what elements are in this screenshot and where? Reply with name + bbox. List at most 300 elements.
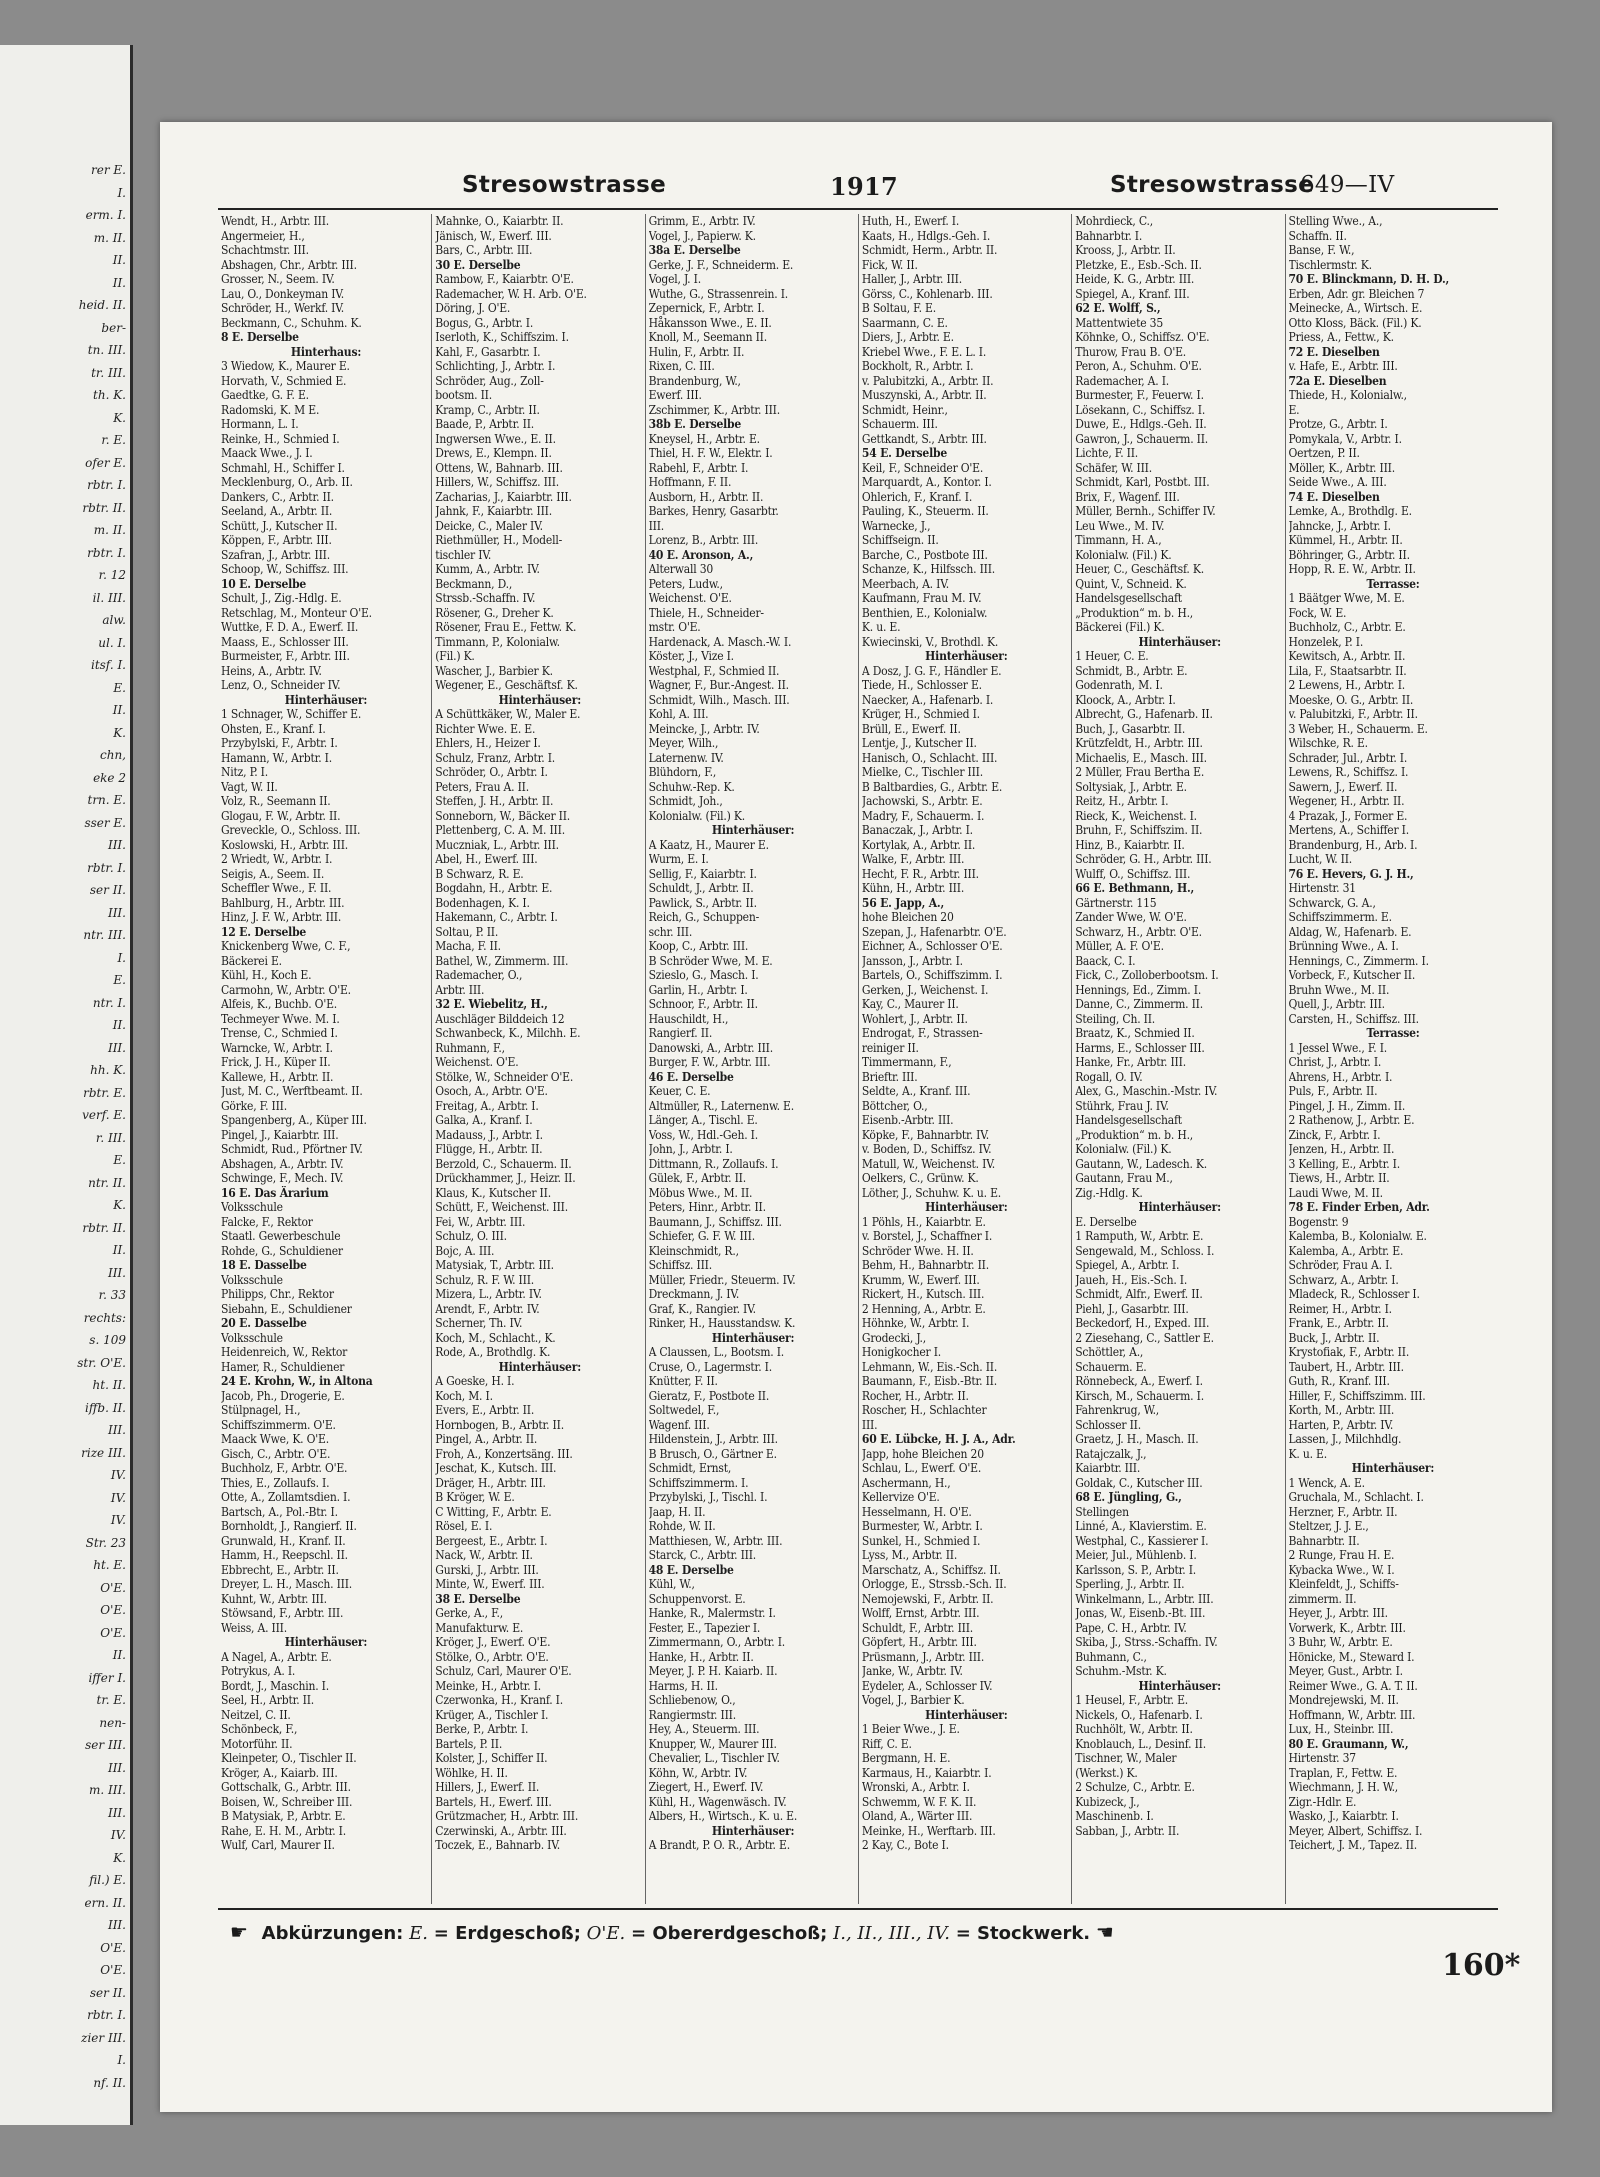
resident-entry: Kriebel Wwe., F. E. L. I. [861,344,987,359]
resident-entry: Baumann, J., Schiffsz. III. [648,1214,782,1229]
resident-entry: Jacob, Ph., Drogerie, E. [221,1388,345,1403]
resident-entry: 2 Ziesehang, C., Sattler E. [1075,1330,1214,1345]
resident-entry: Gisch, C., Arbtr. O'E. [221,1446,331,1461]
resident-entry: Meincke, J., Arbtr. IV. [648,721,760,736]
resident-entry: Jaap, H. II. [648,1504,706,1519]
resident-entry: Knütter, F. II. [648,1374,718,1388]
resident-entry: Kellervize O'E. [861,1490,940,1504]
resident-entry: E. Derselbe [1075,1214,1137,1229]
resident-entry: Oertzen, P. II. [1288,446,1360,460]
resident-entry: Matull, W., Weichenst. IV. [861,1156,995,1171]
resident-entry: Sperling, J., Arbtr. II. [1075,1577,1185,1591]
resident-entry: Schmidt, Ernst, [648,1461,732,1475]
resident-entry: Hamann, W., Arbtr. I. [221,750,332,765]
resident-entry: Stölke, W., Schneider O'E. [435,1069,574,1084]
resident-entry: Westphal, F., Schmied II. [648,663,780,678]
resident-entry: Bogus, G., Arbtr. I. [435,315,534,330]
resident-entry: Evers, E., Arbtr. II. [435,1403,535,1417]
resident-entry: Ruhmann, F., [435,1040,505,1055]
resident-entry: Zigr.-Hdlr. E. [1288,1794,1357,1809]
prev-page-fragment: ern. II. [84,1895,126,1910]
resident-entry: Kümmel, H., Arbtr. II. [1288,533,1403,547]
prev-page-fragment: str. O'E. [77,1355,126,1370]
resident-entry: 1 Bäätger Wwe, M. E. [1288,591,1405,605]
resident-entry: Gettkandt, S., Arbtr. III. [861,431,987,446]
resident-entry: Spiegel, A., Arbtr. I. [1075,1258,1180,1272]
resident-entry: Schauerm. E. [1075,1359,1147,1374]
resident-entry: Müller, A. F. O'E. [1075,939,1164,953]
resident-entry: B Schröder Wwe, M. E. [648,953,773,968]
resident-entry: Arendt, F., Arbtr. IV. [435,1301,540,1316]
resident-entry: Bartels, H., Ewerf. III. [435,1794,552,1809]
section-heading: Hinterhäuser: [925,649,1008,663]
resident-entry: Mondrejewski, M. II. [1288,1693,1399,1707]
resident-entry: Rieck, K., Weichenst. I. [1075,808,1197,823]
resident-entry: Böttcher, O., [861,1098,928,1113]
resident-entry: Soltau, P. II. [435,924,499,939]
resident-entry: Bäckerei E. [221,953,282,968]
resident-entry: Osoch, A., Arbtr. O'E. [435,1084,548,1098]
resident-entry: Starck, C., Arbtr. III. [648,1548,757,1562]
resident-entry: Teichert, J. M., Tapez. II. [1288,1838,1418,1852]
resident-entry: Potrykus, A. I. [221,1664,296,1678]
resident-entry: Rösener, G., Dreher K. [435,605,554,620]
resident-entry: Retschlag, M., Monteur O'E. [221,605,372,620]
resident-entry: 1 Heusel, F., Arbtr. E. [1075,1693,1188,1707]
resident-entry: Schaffn. II. [1288,228,1347,243]
resident-entry: Hulin, F., Arbtr. II. [648,344,745,359]
resident-entry: Hamm, H., Reepschl. II. [221,1548,348,1562]
prev-page-fragment: III. [107,905,126,920]
resident-entry: A Schüttkäker, W., Maler E. [435,707,581,721]
resident-entry: Möller, K., Arbtr. III. [1288,460,1395,475]
resident-entry: Richter Wwe. E. E. [435,721,536,736]
resident-entry: Rickert, H., Kutsch. III. [861,1287,985,1301]
resident-entry: Schröder, G. H., Arbtr. III. [1075,852,1212,866]
resident-entry: Kuhnt, W., Arbtr. III. [221,1591,327,1606]
prev-page-fragment: IV. [110,1513,126,1527]
section-heading: Hinterhäuser: [711,1823,795,1838]
resident-entry: Kühl, W., [648,1577,695,1591]
resident-entry: Lila, F., Staatsarbtr. II. [1288,663,1407,678]
resident-entry: Schult, J., Zig.-Hdlg. E. [221,591,342,605]
resident-entry: Eisenb.-Arbtr. III. [861,1113,954,1127]
resident-entry: Abshagen, Chr., Arbtr. III. [221,257,357,272]
resident-entry: B Soltau, F. E. [861,301,936,315]
resident-entry: Meyer, Albert, Schiffsz. I. [1288,1823,1423,1838]
resident-entry: Mecklenburg, O., Arb. II. [221,475,353,489]
resident-entry: Beckmann, C., Schuhm. K. [221,315,362,330]
prev-page-fragment: verf. E. [82,1108,126,1122]
resident-entry: Volksschule [221,1200,283,1214]
resident-entry: Lassen, J., Milchhdlg. [1288,1432,1402,1446]
resident-entry: Moeske, O. G., Arbtr. II. [1288,692,1414,707]
resident-entry: Gaedtke, G. F. E. [221,388,309,402]
resident-entry: Bruhn, F., Schiffszim. II. [1075,823,1203,837]
resident-entry: Bars, C., Arbtr. III. [435,243,533,257]
resident-entry: Handelsgesellschaft [1075,591,1182,605]
resident-entry: Wöhlke, H. II. [435,1765,508,1780]
resident-entry: Bogdahn, H., Arbtr. E. [435,881,553,895]
resident-entry: Hiller, F., Schiffszimm. III. [1288,1388,1426,1403]
resident-entry: Rönnebeck, A., Ewerf. I. [1075,1374,1203,1388]
resident-entry: Hormann, L. I. [221,417,299,431]
resident-entry: Fester, E., Tapezier I. [648,1620,761,1635]
resident-entry: Keuer, C. E. [648,1084,711,1098]
resident-entry: Klaus, K., Kutscher II. [435,1185,551,1200]
resident-entry: Bahnarbtr. I. [1075,228,1143,243]
resident-entry: Wolff, Ernst, Arbtr. III. [861,1606,980,1620]
resident-entry: Zinck, F., Arbtr. I. [1288,1127,1381,1142]
resident-entry: Czerwinski, A., Arbtr. III. [435,1823,567,1838]
prev-page-fragment: O'E. [100,1603,126,1617]
resident-entry: Ingwersen Wwe., E. II. [435,431,556,446]
resident-entry: Schuhw.-Rep. K. [648,779,735,794]
resident-entry: Schanze, K., Hilfssch. III. [861,562,996,576]
resident-entry: Thiel, H. F. W., Elektr. I. [648,446,773,460]
resident-entry: Linné, A., Klavierstim. E. [1075,1519,1207,1533]
resident-entry: Schmidt, Heinr., [861,402,948,417]
resident-entry: Görss, C., Kohlenarb. III. [861,286,993,301]
resident-entry: A Nagel, A., Arbtr. E. [221,1649,332,1664]
resident-entry: Steiling, Ch. II. [1075,1011,1156,1026]
section-heading: Hinterhäuser: [711,1330,795,1345]
resident-entry: Wagner, F., Bur.-Angest. II. [648,678,789,692]
resident-entry: Jansson, J., Arbtr. I. [861,953,963,968]
resident-entry: Blühdorn, F., [648,765,717,779]
resident-entry: Godenrath, M. I. [1075,678,1163,692]
resident-entry: Gärtnerstr. 115 [1075,895,1157,910]
resident-entry: Prüsmann, J., Arbtr. III. [861,1649,985,1664]
resident-entry: Möbus Wwe., M. II. [648,1185,753,1200]
resident-entry: Ebbrecht, E., Arbtr. II. [221,1562,339,1577]
resident-entry: Rademacher, W. H. Arb. O'E. [435,286,587,301]
resident-entry: Hillers, W., Schiffsz. III. [435,475,560,489]
resident-entry: Orlogge, E., Strssb.-Sch. II. [861,1577,1007,1591]
previous-page-edge [0,45,133,2125]
resident-entry: Kwiecinski, V., Brothdl. K. [861,634,999,649]
resident-entry: Jänisch, W., Ewerf. III. [435,228,552,243]
resident-entry: Sabban, J., Arbtr. II. [1075,1823,1180,1838]
legend-def-floors: = Stockwerk. [955,1923,1091,1944]
resident-entry: Huth, H., Ewerf. I. [861,214,960,228]
resident-entry: Knupper, W., Maurer III. [648,1736,777,1751]
resident-entry: Schiefer, G. F. W. III. [648,1229,755,1243]
resident-entry: Minte, W., Ewerf. III. [435,1577,545,1591]
resident-entry: Nack, W., Arbtr. II. [435,1548,533,1562]
prev-page-fragment: O'E. [100,1940,126,1955]
resident-entry: Graf, K., Rangier. IV. [648,1301,756,1316]
resident-entry: Laudi Wwe, M. II. [1288,1185,1383,1200]
resident-entry: Macha, F. II. [435,939,501,953]
resident-entry: Schuhm.-Mstr. K. [1075,1664,1167,1678]
resident-entry: Jeschat, K., Kutsch. III. [435,1461,557,1475]
resident-entry: Dreyer, L. H., Masch. III. [221,1577,353,1591]
resident-entry: „Produktion“ m. b. H., [1075,1127,1194,1142]
resident-entry: Greveckle, O., Schloss. III. [221,823,361,837]
resident-entry: Meerbach, A. IV. [861,576,949,591]
resident-entry: Jahnk, F., Kaiarbtr. III. [435,504,552,518]
prev-page-fragment: O'E. [100,1625,126,1640]
resident-entry: Warncke, W., Arbtr. I. [221,1040,333,1055]
resident-entry: Krumm, W., Ewerf. III. [861,1272,980,1287]
resident-entry: Gerke, A., F., [435,1606,504,1620]
resident-entry: Wuthe, G., Strassenrein. I. [648,286,789,301]
prev-page-fragment: O'E. [100,1963,126,1977]
resident-entry: Behm, H., Bahnarbtr. II. [861,1258,989,1272]
resident-entry: Bodenhagen, K. I. [435,895,530,910]
resident-entry: Ruchhölt, W., Arbtr. II. [1075,1722,1193,1736]
prev-page-fragment: II. [112,703,126,717]
resident-entry: Schmidt, Rud., Pförtner IV. [221,1142,363,1156]
resident-entry: Leu Wwe., M. IV. [1075,518,1165,533]
resident-entry: B Baltbardies, G., Arbtr. E. [861,779,1003,794]
resident-entry: Schäfer, W. III. [1075,460,1152,475]
section-heading: Hinterhäuser: [284,692,368,707]
resident-entry: Vorwerk, K., Arbtr. III. [1288,1620,1406,1635]
resident-entry: Protze, G., Arbtr. I. [1288,417,1388,431]
prev-page-fragment: K. [113,1198,126,1212]
resident-entry: Lemke, A., Brothdlg. E. [1288,504,1412,518]
resident-entry: 76 E. Hevers, G. J. H., [1288,866,1414,881]
resident-entry: Aldag, W., Hafenarb. E. [1288,924,1412,939]
resident-entry: Schiffseign. II. [861,533,939,547]
resident-entry: Krystofiak, F., Arbtr. II. [1288,1345,1410,1359]
resident-entry: Wegener, H., Arbtr. II. [1288,794,1405,808]
resident-entry: Altmüller, R., Laternenw. E. [648,1098,794,1113]
resident-entry: Stellingen [1075,1504,1129,1519]
resident-entry: Sellig, F., Kaiarbtr. I. [648,866,757,881]
resident-entry: Barkes, Henry, Gasarbtr. [648,504,779,518]
resident-entry: Alterwall 30 [648,562,714,576]
resident-entry: Fick, C., Zolloberbootsm. I. [1075,968,1219,982]
resident-entry: 1 Jessel Wwe., F. I. [1288,1040,1388,1055]
prev-page-fragment: IV. [110,1828,126,1842]
resident-entry: Schoop, W., Schiffsz. III. [221,562,349,576]
resident-entry: Scheffler Wwe., F. II. [221,881,332,895]
resident-entry: Schnoor, F., Arbtr. II. [648,997,758,1011]
resident-entry: C Witting, F., Arbtr. E. [435,1504,552,1519]
resident-entry: Benthien, E., Kolonialw. [861,605,988,620]
resident-entry: Kumm, A., Arbtr. IV. [435,562,540,576]
resident-entry: Weichenst. O'E. [435,1055,519,1069]
resident-entry: Bäckerei (Fil.) K. [1075,620,1165,634]
resident-entry: Michaelis, E., Masch. III. [1075,750,1207,765]
resident-entry: Frick, J. H., Küper II. [221,1055,331,1069]
prev-page-fragment: ht. II. [92,1378,126,1392]
resident-entry: Meinke, H., Werftarb. III. [861,1823,996,1838]
resident-entry: III. [648,518,665,533]
resident-entry: A Dosz, J. G. F., Händler E. [861,663,1002,678]
resident-entry: Koop, C., Arbtr. III. [648,939,749,953]
resident-entry: Seeland, A., Arbtr. II. [221,504,333,518]
resident-entry: Karmaus, H., Kaiarbtr. I. [861,1765,992,1780]
resident-entry: Hirtenstr. 37 [1288,1751,1356,1765]
resident-entry: 46 E. Derselbe [648,1069,734,1084]
resident-entry: Matthiesen, W., Arbtr. III. [648,1533,783,1548]
prev-page-fragment: r. III. [95,1130,126,1145]
resident-entry: Schröder, H., Werkf. IV. [221,301,344,315]
resident-entry: Erben, Adr. gr. Bleichen 7 [1288,286,1425,301]
resident-entry: Hoffmann, F. II. [648,475,732,489]
resident-entry: Hennings, C., Zimmerm. I. [1288,953,1429,968]
resident-entry: Hönicke, M., Steward I. [1288,1649,1415,1664]
year: 1917 [830,172,898,201]
resident-entry: 3 Kelling, E., Arbtr. I. [1288,1156,1400,1171]
resident-entry: Gurski, J., Arbtr. III. [435,1562,539,1577]
resident-entry: Szieslo, G., Masch. I. [648,968,759,982]
resident-entry: Tiews, H., Arbtr. II. [1288,1171,1390,1185]
resident-entry: Angermeier, H., [221,228,305,243]
resident-entry: Tischlermstr. K. [1288,257,1372,272]
resident-entry: Schulz, R. F. W. III. [435,1272,534,1287]
resident-entry: Dräger, H., Arbtr. III. [435,1475,546,1490]
resident-entry: Duwe, E., Hdlgs.-Geh. II. [1075,417,1207,431]
resident-entry: Naecker, A., Hafenarb. I. [861,692,994,707]
resident-entry: Lentje, J., Kutscher II. [861,736,977,750]
resident-entry: Schrader, Jul., Arbtr. I. [1288,750,1408,765]
section-heading: Hinterhäuser: [1138,634,1221,649]
prev-page-fragment: eke 2 [93,770,126,785]
resident-entry: zimmerm. II. [1288,1591,1357,1606]
resident-entry: Kubizeck, J., [1075,1794,1140,1809]
resident-entry: E. [1288,402,1300,417]
resident-entry: Maschinenb. I. [1075,1809,1154,1823]
resident-entry: Schwanbeck, K., Milchh. E. [435,1026,581,1040]
page-reference: 649—IV [1300,172,1395,198]
resident-entry: Rohde, W. II. [648,1519,716,1533]
resident-entry: Just, M. C., Werftbeamt. II. [221,1084,363,1098]
resident-entry: 68 E. Jüngling, G., [1075,1490,1182,1504]
resident-entry: Wilschke, R. E. [1288,736,1368,750]
resident-entry: Dittmann, R., Zollaufs. I. [648,1156,779,1171]
resident-entry: Arbtr. III. [435,982,485,997]
resident-entry: Riff, C. E. [861,1736,912,1751]
resident-entry: Heidenreich, W., Rektor [221,1345,348,1359]
resident-entry: 74 E. Dieselben [1288,489,1380,504]
resident-entry: Kleinschmidt, R., [648,1243,739,1258]
resident-entry: Heins, A., Arbtr. IV. [221,663,322,678]
prev-page-fragment: r. 12 [98,568,126,582]
resident-entry: K. u. E. [861,620,901,634]
resident-entry: Kolonialw. (Fil.) K. [1075,1142,1172,1156]
resident-entry: 16 E. Das Ärarium [221,1185,329,1200]
prev-page-fragment: E. [113,1153,126,1167]
resident-entry: Wurm, E. I. [648,852,709,866]
resident-entry: 2 Schulze, C., Arbtr. E. [1075,1780,1195,1794]
section-heading: Hinterhäuser: [925,1200,1008,1214]
resident-entry: Peters, Frau A. II. [435,779,529,794]
resident-entry: Böhringer, G., Arbtr. II. [1288,547,1410,562]
prev-page-fragment: ht. E. [93,1558,126,1572]
resident-entry: Kohl, A. III. [648,707,709,721]
resident-entry: Ratajczalk, J., [1075,1446,1147,1461]
footer-rule [218,1908,1498,1910]
section-heading: Hinterhäuser: [1138,1200,1221,1214]
resident-entry: Hennings, Ed., Zimm. I. [1075,982,1202,997]
resident-entry: (Fil.) K. [435,649,475,663]
resident-entry: 3 Buhr, W., Arbtr. E. [1288,1635,1393,1649]
resident-entry: Rinker, H., Hausstandsw. K. [648,1316,796,1330]
resident-entry: Walke, F., Arbtr. III. [861,852,965,866]
resident-entry: Reich, G., Schuppen- [648,910,760,924]
resident-entry: „Produktion“ m. b. H., [1075,605,1194,620]
resident-entry: Carsten, H., Schiffsz. III. [1288,1011,1419,1026]
prev-page-fragment: II. [112,1018,126,1032]
resident-entry: Bathel, W., Zimmerm. III. [435,953,569,968]
resident-entry: Lehmann, W., Eis.-Sch. II. [861,1359,998,1374]
prev-page-fragment: zier III. [81,2030,126,2045]
resident-entry: Reinke, H., Schmied I. [221,431,340,446]
resident-entry: Traplan, F., Fettw. E. [1288,1765,1398,1780]
resident-entry: Gruchala, M., Schlacht. I. [1288,1490,1424,1504]
resident-entry: Galka, A., Kranf. I. [435,1113,533,1127]
resident-entry: v. Borstel, J., Schaffner I. [861,1229,993,1243]
prev-page-fragment: rbtr. I. [87,2008,126,2022]
resident-entry: Rademacher, O., [435,968,523,982]
resident-entry: 2 Henning, A., Arbtr. E. [861,1301,986,1316]
resident-entry: Kirsch, M., Schauerm. I. [1075,1388,1204,1403]
resident-entry: Trense, C., Schmied I. [221,1026,338,1040]
section-heading: Hinterhäuser: [925,1707,1008,1722]
prev-page-fragment: II. [112,275,126,290]
directory-column-6 [1285,214,1498,1904]
resident-entry: Müller, Bernh., Schiffer IV. [1075,504,1216,518]
resident-entry: Kneysel, H., Arbtr. E. [648,431,760,446]
prev-page-fragment: III. [107,1040,126,1055]
resident-entry: Köpke, F., Bahnarbtr. IV. [861,1127,989,1142]
resident-entry: Grützmacher, H., Arbtr. III. [435,1809,579,1823]
resident-entry: Ewerf. III. [648,388,702,402]
resident-entry: Stöwsand, F., Arbtr. III. [221,1606,344,1620]
resident-entry: Grosser, N., Seem. IV. [221,272,335,286]
prev-page-fragment: nf. II. [93,2075,126,2090]
prev-page-fragment: m. II. [93,230,126,245]
resident-entry: Boisen, W., Schreiber III. [221,1794,353,1809]
street-title-left: Stresowstrasse [462,172,666,198]
resident-entry: 8 E. Derselbe [221,330,299,344]
header-rule [218,208,1498,210]
resident-entry: Schütt, J., Kutscher II. [221,518,338,533]
resident-entry: (Werkst.) K. [1075,1765,1138,1780]
prev-page-fragment: rbtr. I. [87,860,126,875]
resident-entry: Chevalier, L., Tischler IV. [648,1751,780,1765]
prev-page-fragment: III. [107,1265,126,1280]
resident-entry: 10 E. Derselbe [221,576,307,591]
resident-entry: Peters, Ludw., [648,576,723,591]
section-heading: Hinterhäuser: [711,823,795,837]
resident-entry: Schulz, Franz, Arbtr. I. [435,750,556,765]
prev-page-fragment: III. [107,1918,126,1932]
resident-entry: Steffen, J. H., Arbtr. II. [435,794,554,808]
resident-entry: Danowski, A., Arbtr. III. [648,1040,773,1055]
section-heading: Terrasse: [1366,576,1420,591]
resident-entry: Pawlick, S., Arbtr. II. [648,895,757,910]
resident-entry: Philipps, Chr., Rektor [221,1287,334,1301]
resident-entry: Kaats, H., Hdlgs.-Geh. I. [861,228,991,243]
resident-entry: bootsm. II. [435,388,492,402]
resident-entry: 54 E. Derselbe [861,446,947,460]
resident-entry: 38 E. Derselbe [435,1591,521,1606]
directory-page [160,122,1552,2112]
resident-entry: tischler IV. [435,547,492,562]
resident-entry: A Kaatz, H., Maurer E. [648,837,769,852]
resident-entry: Flügge, H., Arbtr. II. [435,1142,543,1156]
resident-entry: Albers, H., Wirtsch., K. u. E. [648,1809,798,1823]
resident-entry: Kröger, A., Kaiarb. III. [221,1765,338,1780]
prev-page-fragment: r. E. [101,433,126,447]
resident-entry: Winkelmann, L., Arbtr. III. [1075,1591,1214,1606]
